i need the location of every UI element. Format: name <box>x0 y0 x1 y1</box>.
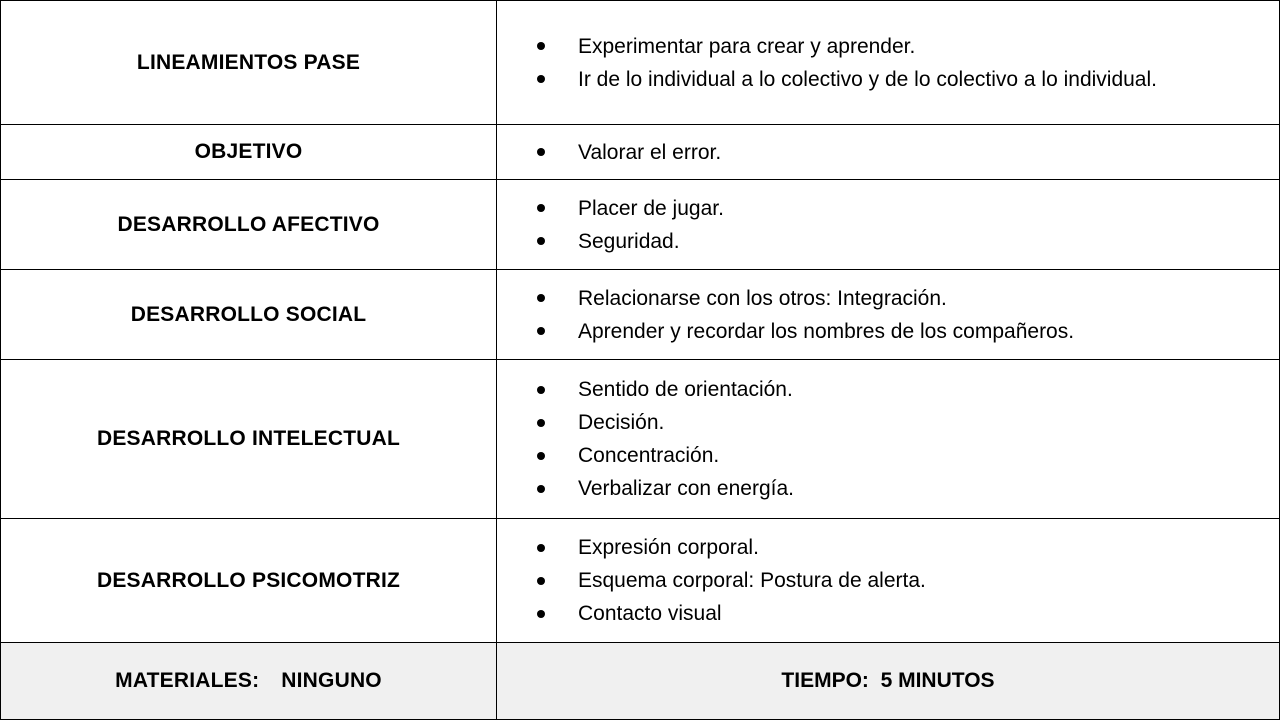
table-row-footer <box>0 642 1280 720</box>
row-label: DESARROLLO PSICOMOTRIZ <box>0 518 497 643</box>
bullet-icon <box>537 327 545 335</box>
row-label: DESARROLLO AFECTIVO <box>0 179 497 270</box>
row-label: DESARROLLO SOCIAL <box>0 269 497 360</box>
time-value: 5 MINUTOS <box>880 669 995 692</box>
list-item: Placer de jugar. <box>537 192 1279 225</box>
table-row-lineamientos <box>0 0 1280 125</box>
list-item: Ir de lo individual a lo colectivo y de lo colectivo a lo individual. <box>537 63 1279 96</box>
table-row-afectivo <box>0 179 1280 270</box>
row-bullets <box>496 0 1280 125</box>
materials-value: NINGUNO <box>281 669 382 692</box>
row-bullets <box>496 269 1280 360</box>
bullet-icon <box>537 42 545 50</box>
bullet-icon <box>537 577 545 585</box>
table-row-objetivo <box>0 124 1280 180</box>
bullet-icon <box>537 419 545 427</box>
time-cell <box>496 642 1280 720</box>
list-item: Concentración. <box>537 439 1279 472</box>
row-bullets <box>496 518 1280 643</box>
materials-cell <box>0 642 497 720</box>
row-bullets <box>496 359 1280 519</box>
bullet-icon <box>537 386 545 394</box>
bullet-icon <box>537 544 545 552</box>
bullet-icon <box>537 148 545 156</box>
list-item: Expresión corporal. <box>537 531 1279 564</box>
table-row-intelectual <box>0 359 1280 519</box>
list-item: Aprender y recordar los nombres de los compañeros. <box>537 315 1279 348</box>
bullet-icon <box>537 452 545 460</box>
list-item: Decisión. <box>537 406 1279 439</box>
row-label: LINEAMIENTOS PASE <box>0 0 497 125</box>
list-item: Contacto visual <box>537 597 1279 630</box>
bullet-icon <box>537 294 545 302</box>
list-item: Seguridad. <box>537 225 1279 258</box>
bullet-icon <box>537 237 545 245</box>
materials-label: MATERIALES: <box>115 669 260 692</box>
row-label: OBJETIVO <box>0 124 497 180</box>
table-row-social <box>0 269 1280 360</box>
bullet-icon <box>537 75 545 83</box>
list-item: Sentido de orientación. <box>537 373 1279 406</box>
list-item: Verbalizar con energía. <box>537 472 1279 505</box>
list-item: Valorar el error. <box>537 136 1279 169</box>
row-bullets <box>496 179 1280 270</box>
list-item: Relacionarse con los otros: Integración. <box>537 282 1279 315</box>
bullet-icon <box>537 610 545 618</box>
time-label: TIEMPO: <box>781 669 869 692</box>
bullet-icon <box>537 485 545 493</box>
list-item: Esquema corporal: Postura de alerta. <box>537 564 1279 597</box>
list-item: Experimentar para crear y aprender. <box>537 30 1279 63</box>
bullet-icon <box>537 204 545 212</box>
row-bullets <box>496 124 1280 180</box>
row-label: DESARROLLO INTELECTUAL <box>0 359 497 519</box>
table-row-psicomotriz <box>0 518 1280 643</box>
